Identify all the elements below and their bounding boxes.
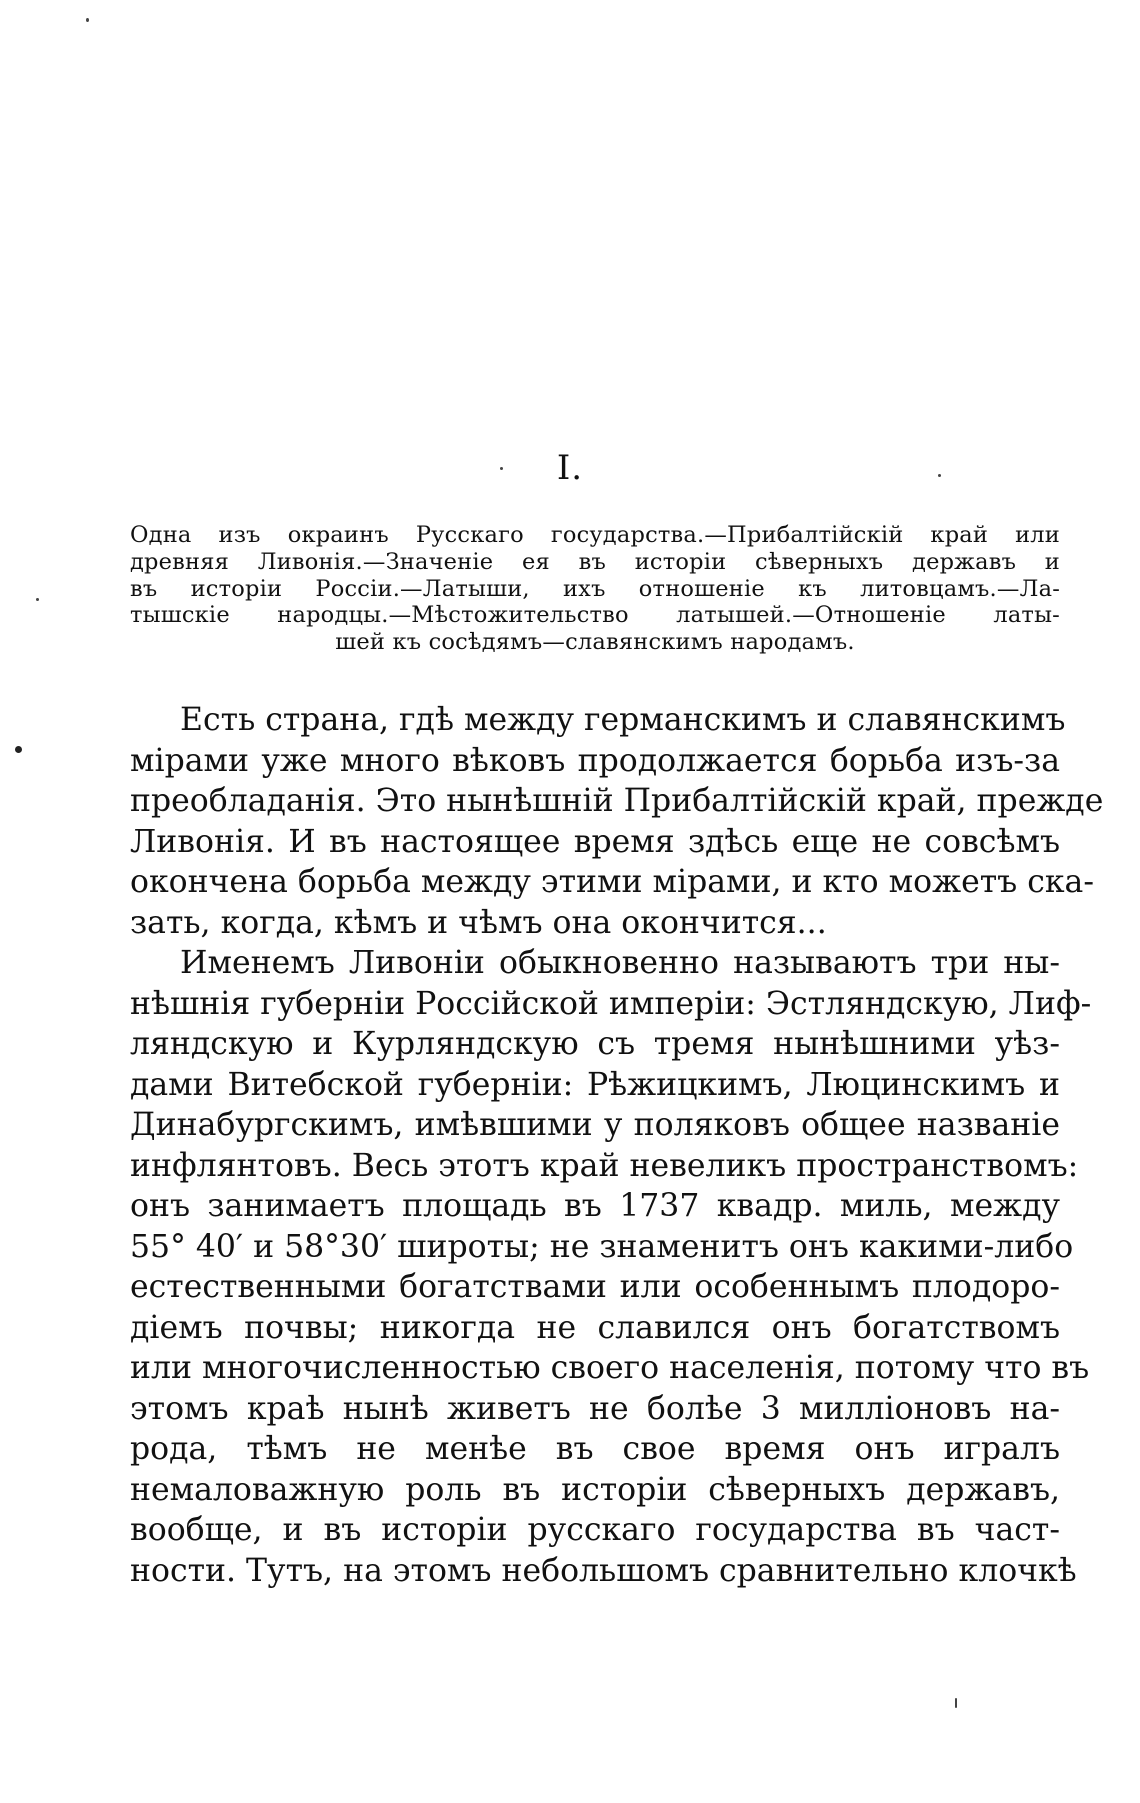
scan-speck (938, 474, 941, 477)
summary-line: древняя Ливонія.—Значеніе ея въ исторіи сѣверныхъ державъ и (130, 548, 1060, 575)
scan-speck (86, 18, 89, 22)
paragraph-1-line: преобладанія. Это нынѣшній Прибалтійскій край, прежде (130, 783, 1104, 819)
paragraph-2-line: немаловажную роль въ исторіи сѣверныхъ державъ, (130, 1471, 1060, 1508)
scan-speck (955, 1698, 957, 1708)
paragraph-2-line: Именемъ Ливоніи обыкновенно называютъ три ны- (180, 945, 1060, 981)
paragraph-2-line: естественными богатствами или особеннымъ плодоро- (130, 1269, 1060, 1305)
paragraph-2-line: ности. Тутъ, на этомъ небольшомъ сравнительно клочкѣ (130, 1552, 1077, 1589)
paragraph-2-line: инфлянтовъ. Весь этотъ край невеликъ пространствомъ: (130, 1147, 1079, 1184)
body-text (130, 700, 1104, 1591)
paragraph-1-line: мірами уже много вѣковъ продолжается борьба изъ-за (130, 742, 1060, 779)
paragraph-1-line: зать, когда, кѣмъ и чѣмъ она окончится... (130, 904, 827, 941)
paragraph-2-line: рода, тѣмъ не менѣе въ свое время онъ игралъ (130, 1431, 1060, 1467)
summary-line: шей къ сосѣдямъ—славянскимъ народамъ. (335, 629, 855, 656)
paragraph-2-line: вообще, и въ исторіи русскаго государства въ част- (130, 1512, 1060, 1548)
chapter-summary (130, 522, 1060, 656)
paragraph-2-line: онъ занимаетъ площадь въ 1737 квадр. миль, между (130, 1188, 1060, 1224)
scan-speck (36, 598, 39, 601)
scan-speck (500, 467, 503, 470)
paragraph-1-line: Ливонія. И въ настоящее время здѣсь еще не совсѣмъ (130, 823, 1060, 860)
chapter-number: I. (556, 448, 584, 488)
summary-line: въ исторіи Россіи.—Латыши, ихъ отношеніе къ литовцамъ.—Ла- (130, 575, 1060, 602)
paragraph-2-line: этомъ краѣ нынѣ живетъ не болѣе 3 милліоновъ на- (130, 1390, 1060, 1427)
summary-line: тышскіе народцы.—Мѣстожительство латышей.—Отношеніе латы- (130, 602, 1060, 629)
paragraph-2-line: ляндскую и Курляндскую съ тремя нынѣшними уѣз- (130, 1026, 1060, 1062)
paragraph-2-line: діемъ почвы; никогда не славился онъ богатствомъ (130, 1309, 1060, 1346)
paragraph-2-line: Динабургскимъ, имѣвшими у поляковъ общее названіе (130, 1107, 1060, 1143)
paragraph-1-line: окончена борьба между этими мірами, и кто можетъ ска- (130, 864, 1094, 900)
summary-line: Одна изъ окраинъ Русскаго государства.—Прибалтійскій край или (130, 522, 1060, 548)
paragraph-2-line: или многочисленностью своего населенія, потому что въ (130, 1350, 1090, 1386)
scan-speck (15, 746, 22, 753)
paragraph-1-line: Есть страна, гдѣ между германскимъ и славянскимъ (180, 702, 1066, 738)
paragraph-2-line: нѣшнія губерніи Россійской имперіи: Эстляндскую, Лиф- (130, 985, 1092, 1022)
paragraph-2-line: 55° 40′ и 58°30′ широты; не знаменитъ онъ какими-либо (130, 1228, 1074, 1265)
paragraph-2-line: дами Витебской губерніи: Рѣжицкимъ, Люцинскимъ и (130, 1066, 1060, 1103)
